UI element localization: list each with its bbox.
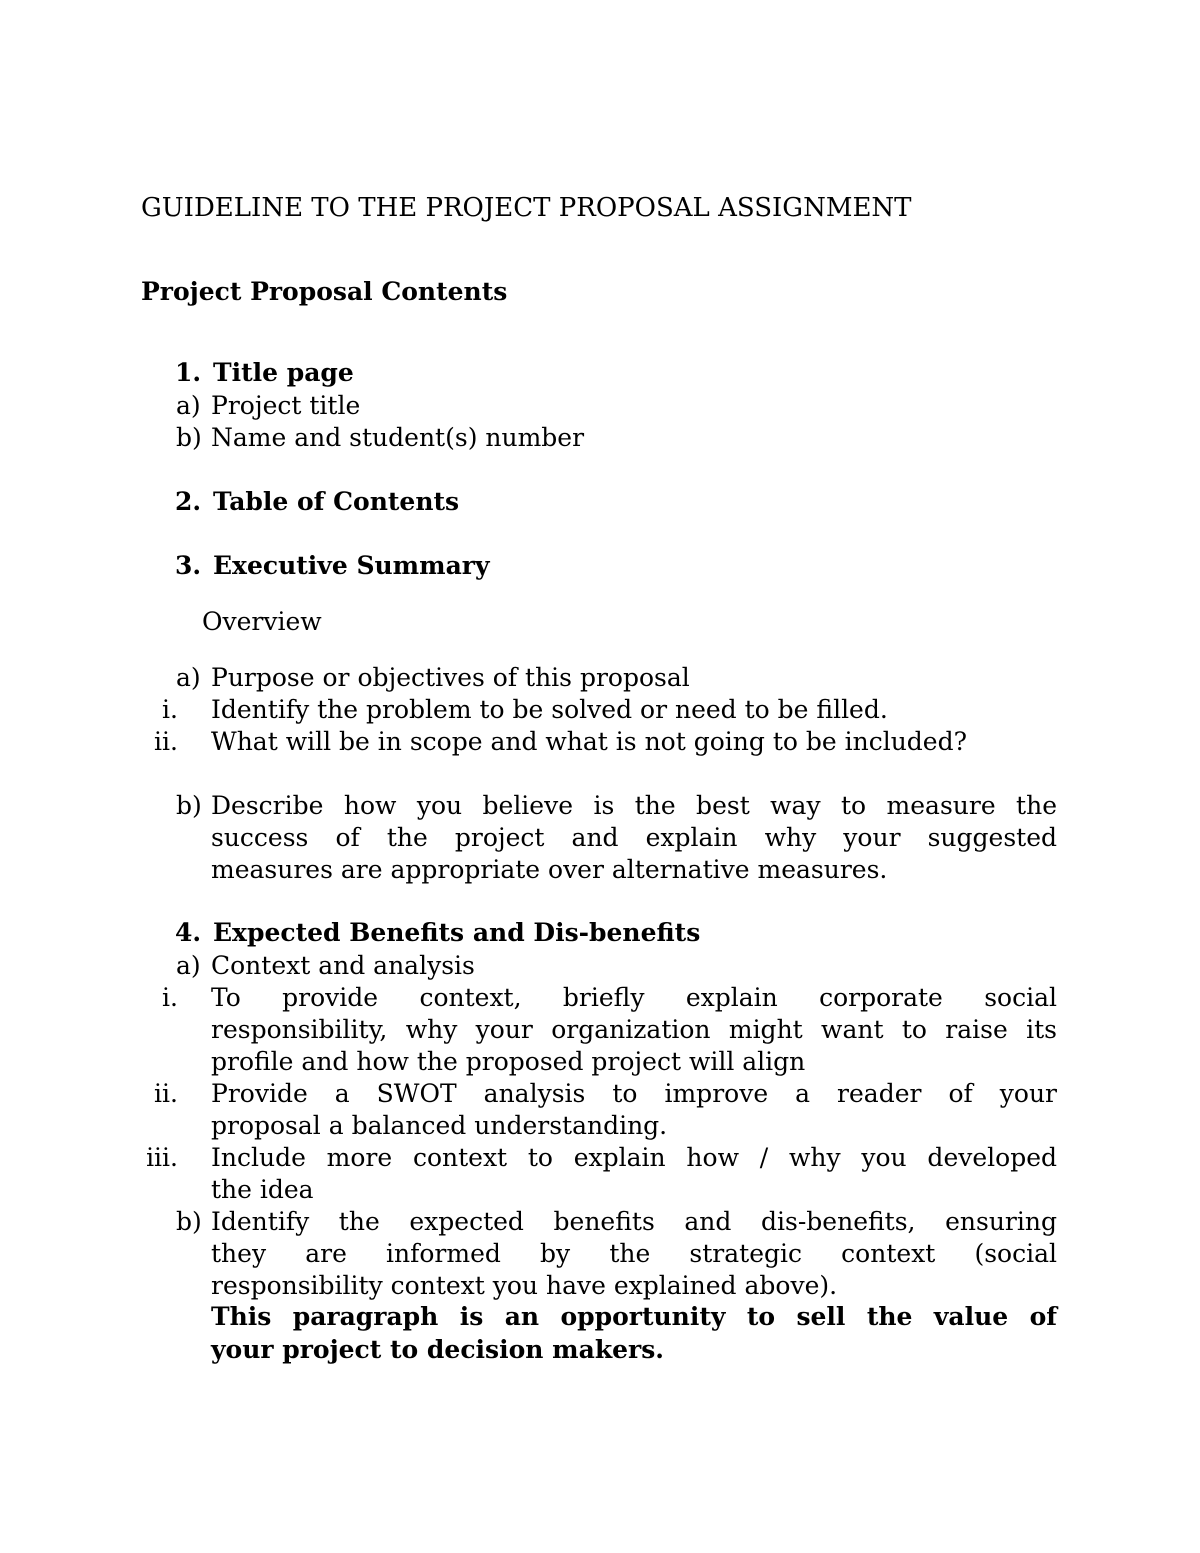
section-4-subitem-i-line-1: To provide context, briefly explain corporate social	[211, 983, 1057, 1012]
section-3-item-a-text: Purpose or objectives of this proposal	[211, 663, 690, 692]
emphasis-line-1: This paragraph is an opportunity to sell the value of	[211, 1302, 1057, 1331]
section-3-number: 3.	[175, 551, 202, 580]
section-4-subitem-i-marker: i.	[162, 983, 178, 1012]
section-1-item-a-text: Project title	[211, 391, 361, 420]
section-1-heading: Title page	[213, 358, 354, 387]
section-4-item-b-line-3: responsibility context you have explained above).	[211, 1271, 838, 1300]
section-4-item-b-marker: b)	[176, 1207, 202, 1236]
section-3-subitem-ii-marker: ii.	[154, 727, 178, 756]
section-3-item-b-line-2: success of the project and explain why your suggested	[211, 823, 1057, 852]
section-4-item-a-text: Context and analysis	[211, 951, 475, 980]
section-4-subitem-ii-marker: ii.	[154, 1079, 178, 1108]
section-4-subitem-iii-line-2: the idea	[211, 1175, 314, 1204]
section-3-item-b-line-1: Describe how you believe is the best way to measure the	[211, 791, 1057, 820]
section-4-subitem-i-line-2: responsibility, why your organization might want to raise its	[211, 1015, 1057, 1044]
section-3-subitem-i-marker: i.	[162, 695, 178, 724]
section-2-heading: Table of Contents	[213, 487, 460, 516]
section-4-subitem-i-line-3: profile and how the proposed project will align	[211, 1047, 806, 1076]
section-4-subitem-iii-marker: iii.	[146, 1143, 178, 1172]
overview-label: Overview	[202, 607, 322, 636]
section-4-subitem-ii-line-2: proposal a balanced understanding.	[211, 1111, 668, 1140]
section-4-heading: Expected Benefits and Dis-benefits	[213, 918, 701, 947]
section-3-subitem-ii-text: What will be in scope and what is not going to be included?	[211, 727, 968, 756]
section-3-heading: Executive Summary	[213, 551, 490, 580]
section-3-item-b-line-3: measures are appropriate over alternative measures.	[211, 855, 888, 884]
section-4-item-a-marker: a)	[176, 951, 201, 980]
section-2-number: 2.	[175, 487, 202, 516]
section-4-item-b-line-1: Identify the expected benefits and dis-benefits, ensuring	[211, 1207, 1057, 1236]
section-1-item-b-text: Name and student(s) number	[211, 423, 585, 452]
section-4-number: 4.	[175, 918, 202, 947]
section-3-item-b-marker: b)	[176, 791, 202, 820]
section-1-number: 1.	[175, 358, 202, 387]
document-title: GUIDELINE TO THE PROJECT PROPOSAL ASSIGNMENT	[141, 193, 912, 223]
section-4-item-b-line-2: they are informed by the strategic context (social	[211, 1239, 1057, 1268]
section-3-subitem-i-text: Identify the problem to be solved or need to be filled.	[211, 695, 888, 724]
emphasis-line-2: your project to decision makers.	[211, 1335, 664, 1364]
section-4-subitem-ii-line-1: Provide a SWOT analysis to improve a reader of your	[211, 1079, 1057, 1108]
contents-heading: Project Proposal Contents	[141, 277, 508, 306]
section-3-item-a-marker: a)	[176, 663, 201, 692]
section-1-item-b-marker: b)	[176, 423, 202, 452]
section-1-item-a-marker: a)	[176, 391, 201, 420]
section-4-subitem-iii-line-1: Include more context to explain how / why you developed	[211, 1143, 1057, 1172]
